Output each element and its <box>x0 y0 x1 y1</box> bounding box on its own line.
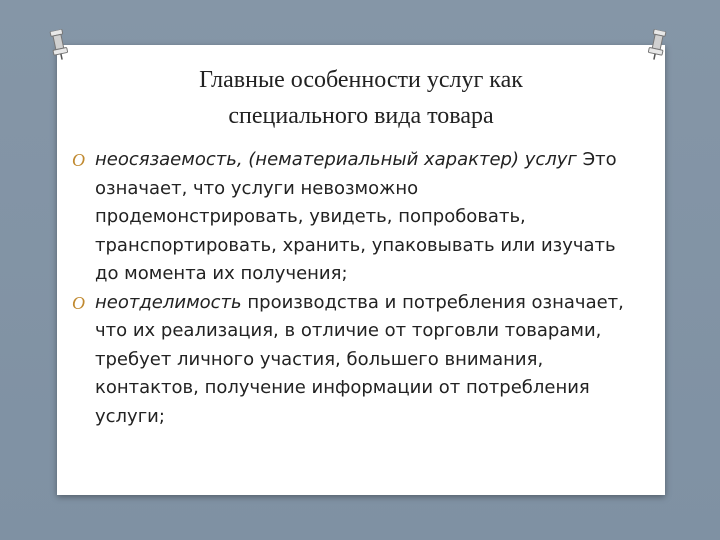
bullet-text: производства и потребления означает, что их реализация, в отличие от торговли товарами, требует личного участия, большего внимания, контактов, получение информации от потребления услуги; <box>95 291 624 427</box>
slide-title <box>57 62 665 134</box>
bullet-term: неотделимость <box>95 291 242 313</box>
bullet-list <box>72 146 632 431</box>
bullet-term: неосязаемость, (нематериальный характер) услуг <box>95 149 577 170</box>
slide-title-line-1: Главные особенности услуг как <box>199 67 523 93</box>
bullet-text: Это означает, что услуги невозможно продемонстрировать, увидеть, попробовать, транспортировать, хранить, упаковывать или изучать до момента их получения; <box>95 149 617 284</box>
bullet-item-inseparability <box>72 289 632 432</box>
bullet-marker-icon: O <box>72 150 85 170</box>
bullet-marker-icon: O <box>72 292 85 313</box>
slide-title-line-2: специального вида товара <box>228 103 494 129</box>
bullet-item-intangibility <box>72 146 632 289</box>
